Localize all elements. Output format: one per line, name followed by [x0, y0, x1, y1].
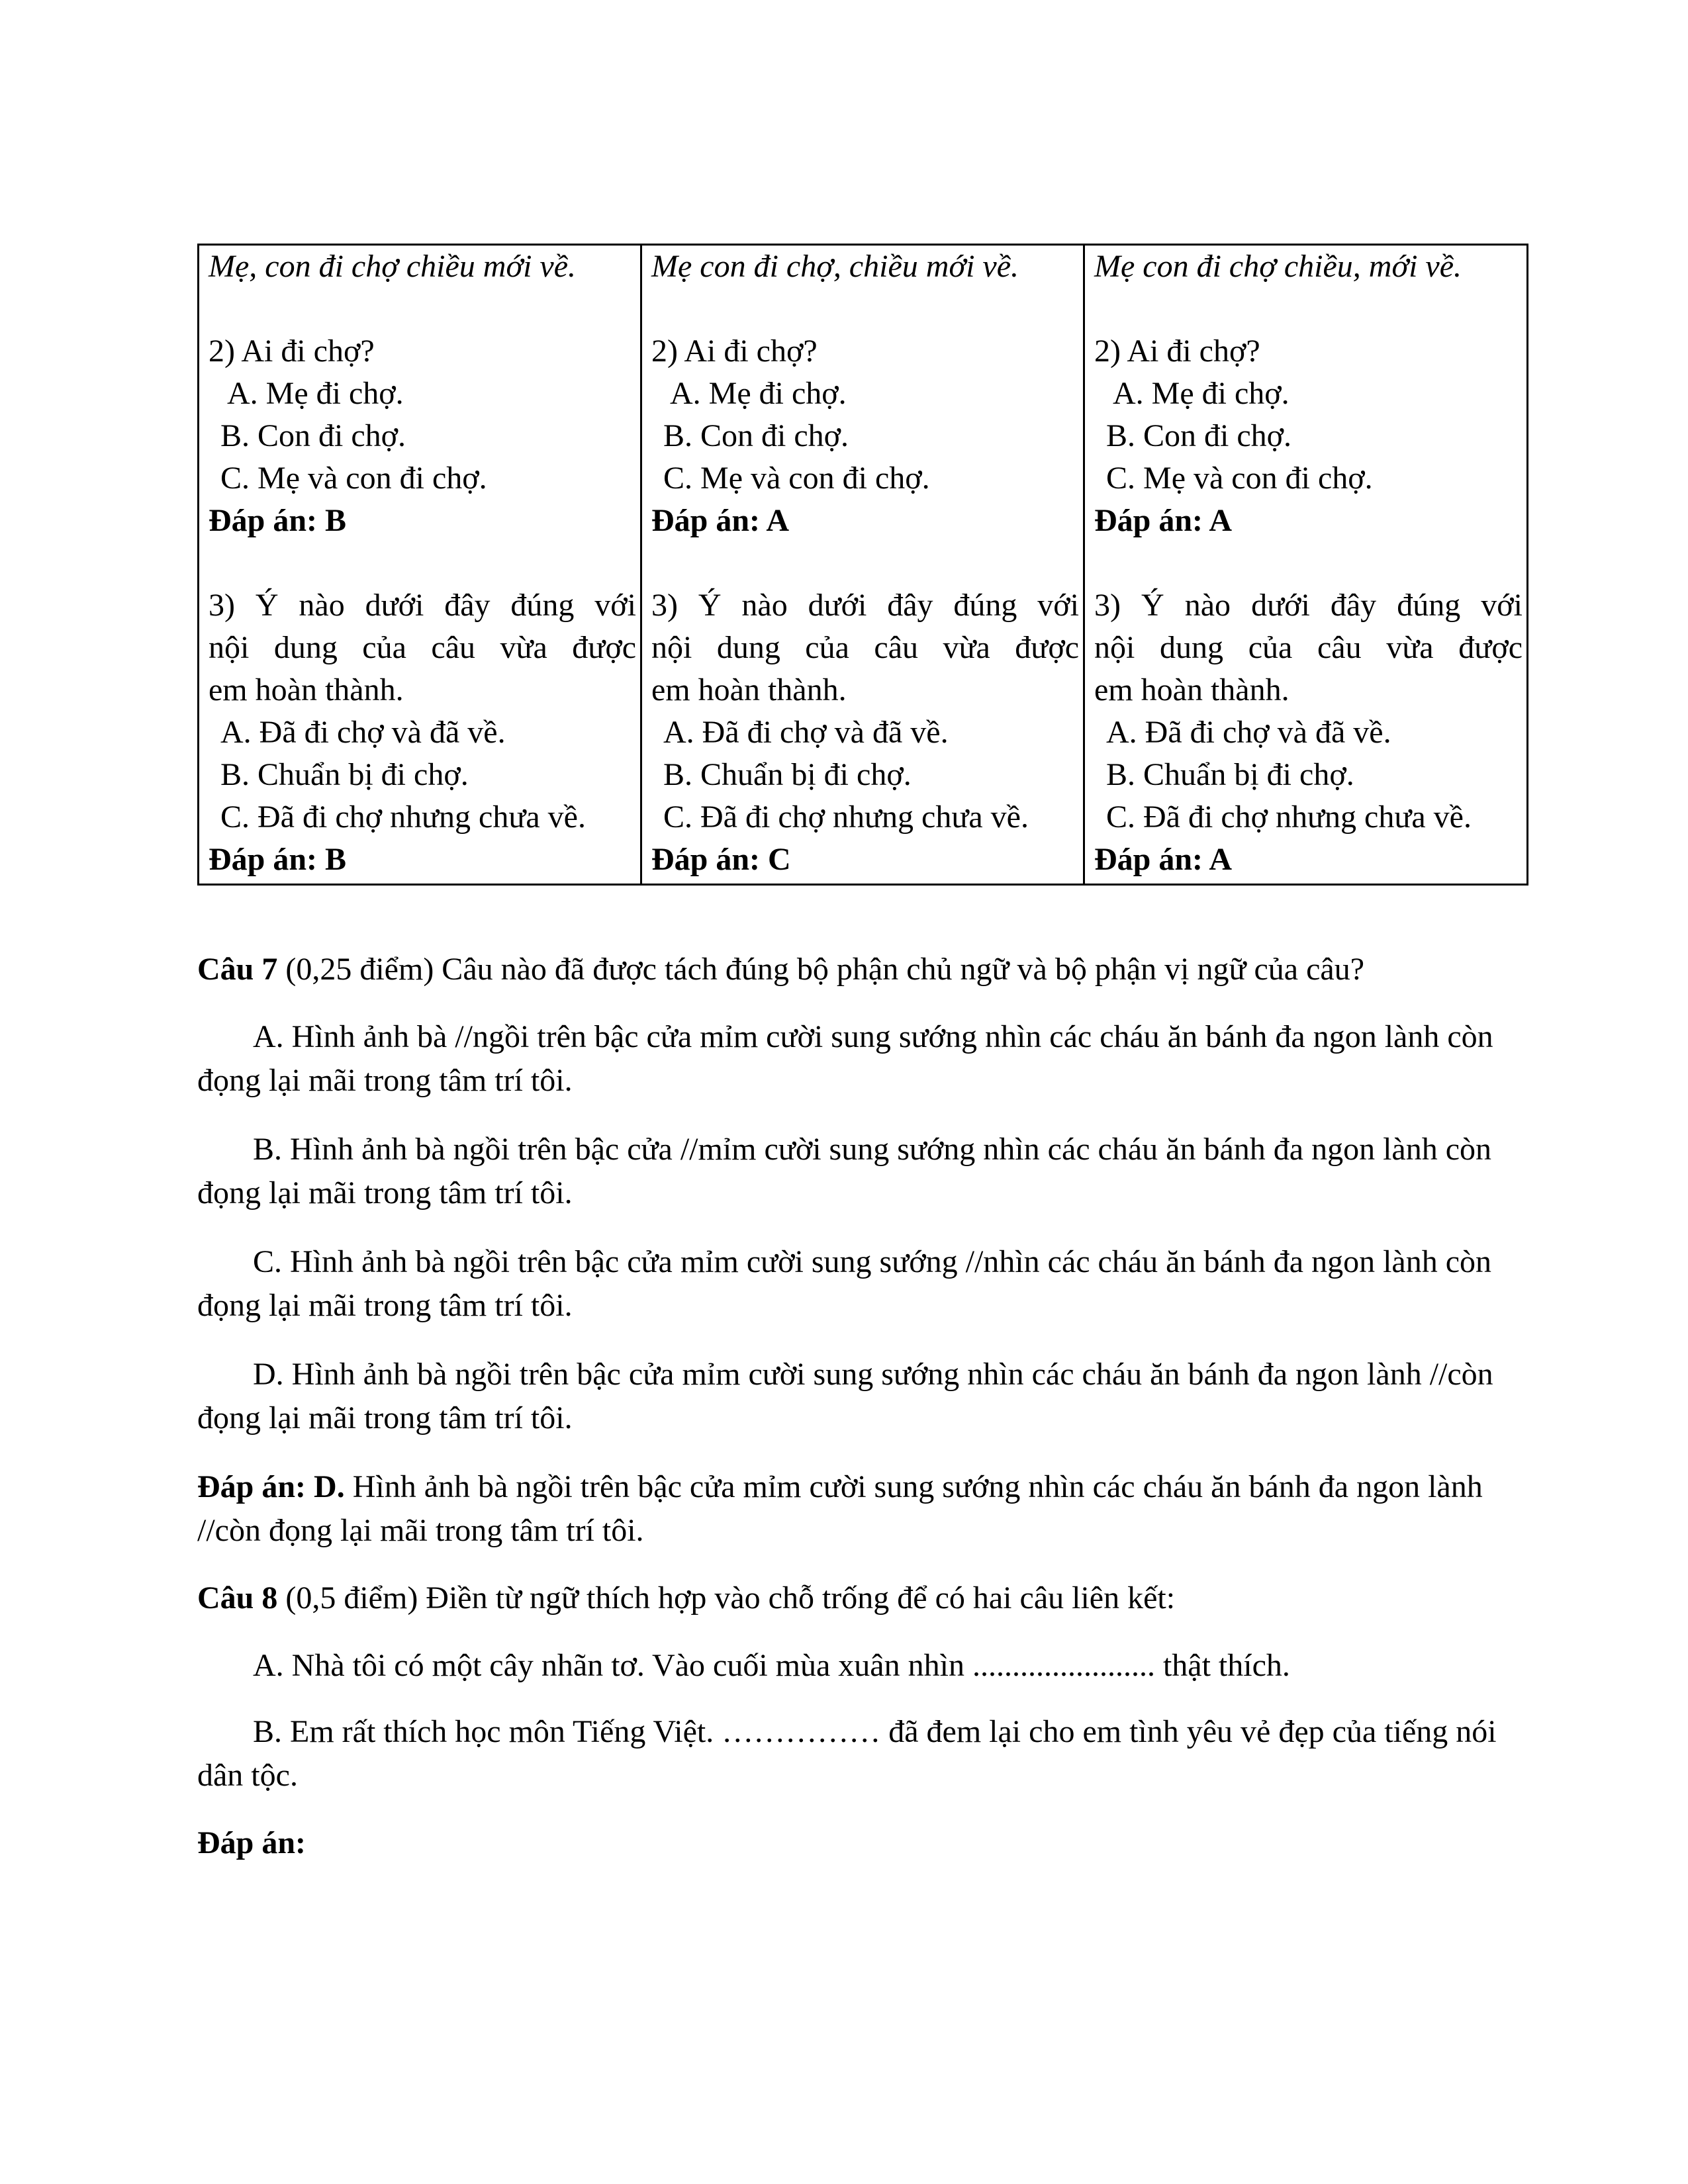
- q3-answer: Đáp án: A: [1094, 842, 1233, 877]
- q7-prompt: (0,25 điểm) Câu nào đã được tách đúng bộ phận chủ ngữ và bộ phận vị ngữ của câu?: [277, 952, 1364, 987]
- q3-line: 3) Ý nào dưới đây đúng với: [209, 588, 636, 623]
- q7-label: Câu 7: [197, 952, 278, 987]
- q2-answer: Đáp án: B: [209, 503, 347, 538]
- sentence-variant: Mẹ con đi chợ, chiều mới về.: [651, 249, 1019, 284]
- q8-question: [197, 1576, 1528, 1620]
- q8-label: Câu 8: [197, 1580, 278, 1615]
- q3-answer: Đáp án: C: [651, 842, 791, 877]
- q3-line: em hoàn thành.: [651, 672, 847, 707]
- q3-line: 3) Ý nào dưới đây đúng với: [1094, 588, 1523, 623]
- q3-option: B. Chuẩn bị đi chợ.: [1106, 757, 1354, 792]
- q7-answer-text: Hình ảnh bà ngồi trên bậc cửa mỉm cười sung sướng nhìn các cháu ăn bánh đa ngon lành //còn đọng lại mãi trong tâm trí tôi.: [197, 1469, 1483, 1548]
- answer-table: [197, 244, 1528, 886]
- q3-option: C. Đã đi chợ nhưng chưa về.: [1106, 799, 1472, 835]
- q3-line: nội dung của câu vừa được: [1094, 630, 1523, 665]
- q3-line: em hoàn thành.: [209, 672, 404, 707]
- q2-option: C. Mẹ và con đi chợ.: [1106, 461, 1373, 496]
- q3-option: B. Chuẩn bị đi chợ.: [220, 757, 469, 792]
- q7-option-b: B. Hình ảnh bà ngồi trên bậc cửa //mỉm cười sung sướng nhìn các cháu ăn bánh đa ngon lành còn đọng lại mãi trong tâm trí tôi.: [197, 1132, 1492, 1210]
- q2-title: 2) Ai đi chợ?: [651, 334, 818, 369]
- q2-answer: Đáp án: A: [651, 503, 790, 538]
- q8-prompt: (0,5 điểm) Điền từ ngữ thích hợp vào chỗ trống để có hai câu liên kết:: [277, 1580, 1176, 1615]
- table-cell: [199, 245, 641, 885]
- q3-line: nội dung của câu vừa được: [209, 630, 636, 665]
- q2-option: A. Mẹ đi chợ.: [1113, 376, 1289, 411]
- q8-option-a: A. Nhà tôi có một cây nhãn tơ. Vào cuối mùa xuân nhìn ....................... thật thích.: [253, 1648, 1290, 1683]
- q7-question: [197, 948, 1528, 991]
- q3-option: A. Đã đi chợ và đã về.: [1106, 715, 1391, 750]
- q2-option: B. Con đi chợ.: [1106, 418, 1292, 453]
- q2-option: B. Con đi chợ.: [220, 418, 406, 453]
- q3-option: C. Đã đi chợ nhưng chưa về.: [220, 799, 586, 835]
- q7-option-d: D. Hình ảnh bà ngồi trên bậc cửa mỉm cười sung sướng nhìn các cháu ăn bánh đa ngon lành //còn đọng lại mãi trong tâm trí tôi.: [197, 1357, 1493, 1435]
- q7-option-c: C. Hình ảnh bà ngồi trên bậc cửa mỉm cười sung sướng //nhìn các cháu ăn bánh đa ngon lành còn đọng lại mãi trong tâm trí tôi.: [197, 1244, 1492, 1323]
- q3-line: em hoàn thành.: [1094, 672, 1289, 707]
- q8-answer-label: Đáp án:: [197, 1825, 306, 1860]
- q3-option: B. Chuẩn bị đi chợ.: [663, 757, 912, 792]
- table-cell: [641, 245, 1084, 885]
- table-cell: [1084, 245, 1528, 885]
- q7-answer: [197, 1465, 1528, 1553]
- q3-line: 3) Ý nào dưới đây đúng với: [651, 588, 1079, 623]
- q3-option: C. Đã đi chợ nhưng chưa về.: [663, 799, 1029, 835]
- q3-option: A. Đã đi chợ và đã về.: [220, 715, 506, 750]
- q8-option-b: B. Em rất thích học môn Tiếng Việt. …………… đã đem lại cho em tình yêu vẻ đẹp của tiếng nói dân tộc.: [197, 1714, 1497, 1793]
- q2-option: A. Mẹ đi chợ.: [227, 376, 404, 411]
- q2-title: 2) Ai đi chợ?: [1094, 334, 1260, 369]
- table-row: [199, 245, 1528, 885]
- q2-option: A. Mẹ đi chợ.: [670, 376, 847, 411]
- sentence-variant: Mẹ, con đi chợ chiều mới về.: [209, 249, 577, 284]
- q2-option: C. Mẹ và con đi chợ.: [220, 461, 487, 496]
- q2-option: B. Con đi chợ.: [663, 418, 849, 453]
- q3-answer: Đáp án: B: [209, 842, 347, 877]
- q3-line: nội dung của câu vừa được: [651, 630, 1079, 665]
- q2-option: C. Mẹ và con đi chợ.: [663, 461, 930, 496]
- q2-title: 2) Ai đi chợ?: [209, 334, 375, 369]
- q2-answer: Đáp án: A: [1094, 503, 1233, 538]
- q3-option: A. Đã đi chợ và đã về.: [663, 715, 949, 750]
- q7-option-a: A. Hình ảnh bà //ngồi trên bậc cửa mỉm cười sung sướng nhìn các cháu ăn bánh đa ngon lành còn đọng lại mãi trong tâm trí tôi.: [197, 1019, 1493, 1098]
- sentence-variant: Mẹ con đi chợ chiều, mới về.: [1094, 249, 1462, 284]
- q7-answer-label: Đáp án: D.: [197, 1469, 345, 1504]
